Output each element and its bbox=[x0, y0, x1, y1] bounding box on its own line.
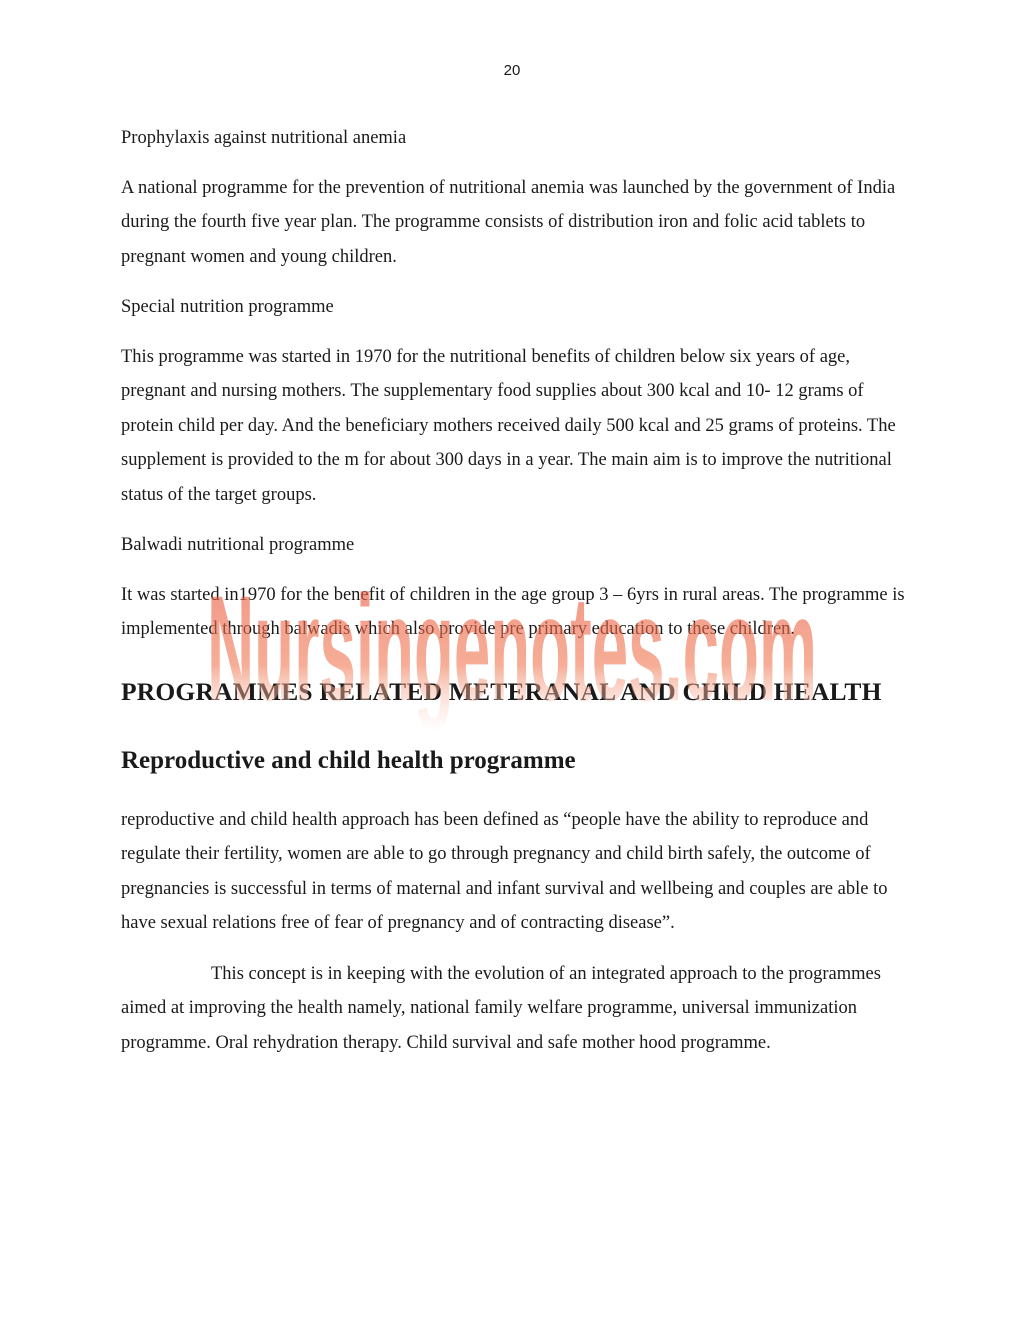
page-number: 20 bbox=[503, 62, 521, 79]
rch-heading: Reproductive and child health programme bbox=[121, 746, 576, 774]
watermark-text: Nursingenotes.com bbox=[207, 564, 817, 732]
page-content bbox=[121, 121, 911, 1060]
rch-paragraph: reproductive and child health approach has been defined as “people have the ability to reproduce and regulate their fertility, women are able to go through pregnancy and child birth safely, the outcome of pregnancies is successful in terms of maternal and infant survival and wellbeing and couples are able to have sexual relations free of fear of pregnancy and of contracting disease”. bbox=[121, 809, 888, 933]
concept-paragraph: This concept is in keeping with the evolution of an integrated approach to the programmes aimed at improving the health namely, national family welfare programme, universal immunization programme. Oral rehydration therapy. Child survival and safe mother hood programme. bbox=[121, 963, 881, 1053]
prophylaxis-paragraph: A national programme for the prevention of nutritional anemia was launched by the government of India during the fourth five year plan. The programme consists of distribution iron and folic acid tablets to pregnant women and young children. bbox=[121, 177, 896, 267]
special-nutrition-heading: Special nutrition programme bbox=[121, 297, 334, 317]
special-nutrition-paragraph: This programme was started in 1970 for the nutritional benefits of children below six years of age, pregnant and nursing mothers. The supplementary food supplies about 300 kcal and 10- 12 grams of protein child per day. And the beneficiary mothers received daily 500 kcal and 25 grams of proteins. The supplement is provided to the m for about 300 days in a year. The main aim is to improve the nutritional status of the target groups. bbox=[121, 346, 896, 505]
prophylaxis-heading: Prophylaxis against nutritional anemia bbox=[121, 128, 407, 148]
section-heading: PROGRAMMES RELATED METERANAL AND CHILD HEALTH bbox=[121, 676, 882, 706]
balwadi-paragraph: It was started in1970 for the benefit of children in the age group 3 – 6yrs in rural areas. The programme is implemented through balwadis which also provide pre primary education to these children. bbox=[121, 584, 905, 639]
balwadi-heading: Balwadi nutritional programme bbox=[121, 535, 355, 555]
